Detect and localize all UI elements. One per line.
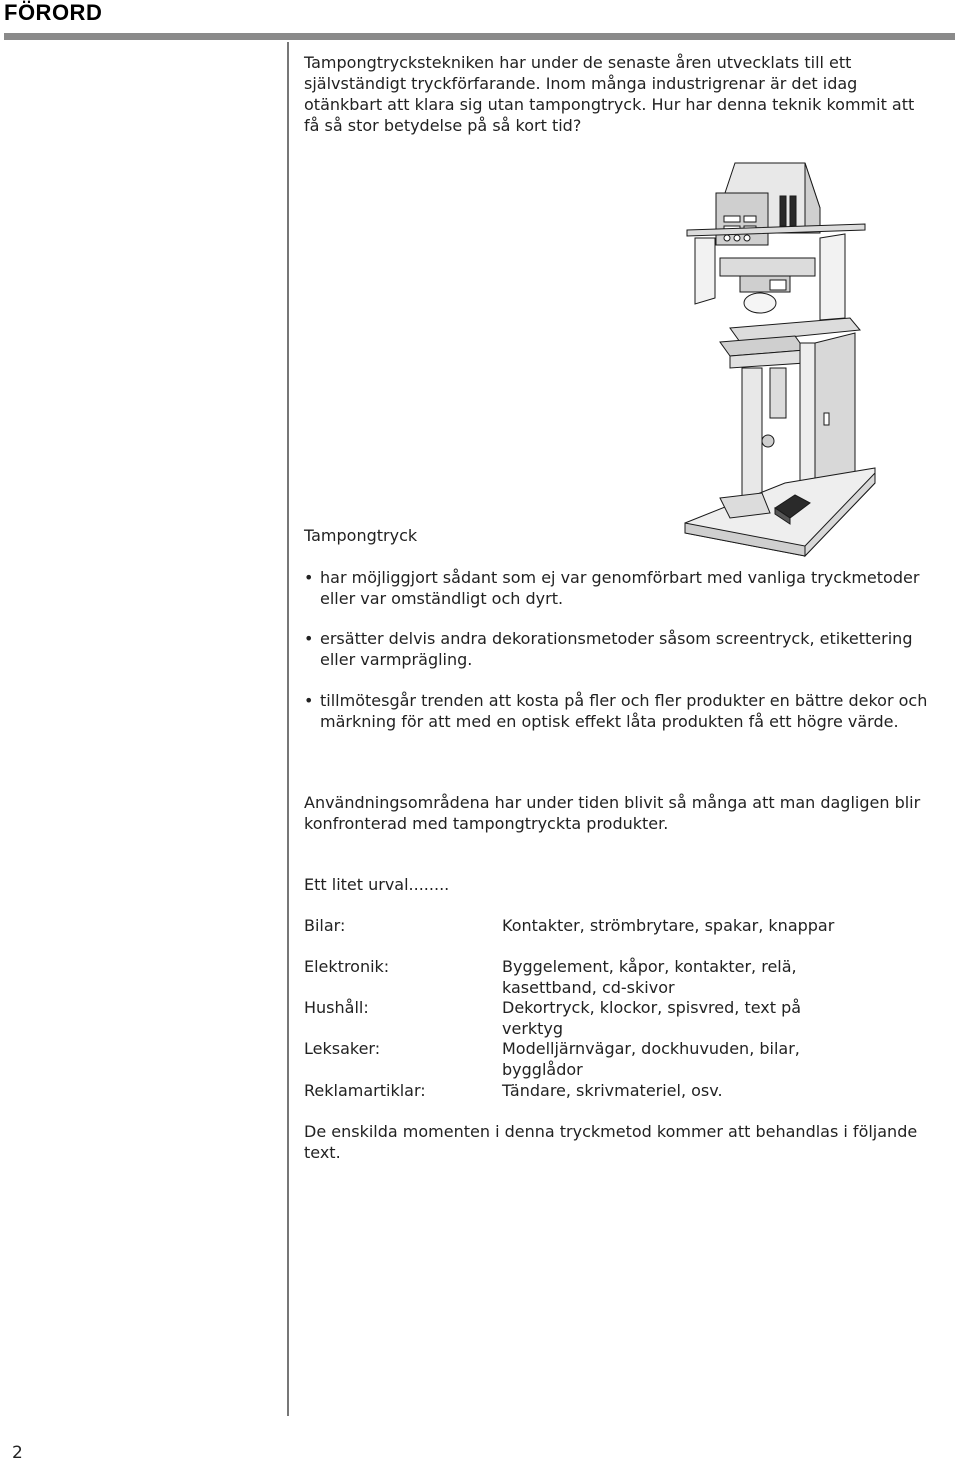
tampongtryck-heading: Tampongtryck bbox=[304, 526, 418, 545]
bullet-text: har möjliggjort sådant som ej var genomförbart med vanliga tryckmetoder eller var omständligt och dyrt. bbox=[320, 568, 920, 608]
intro-paragraph: Tampongtryckstekniken har under de senaste åren utvecklats till ett självständigt tryckförfarande. Inom många industrigrenar är det idag otänkbart att klara sig utan tampongtryck. Hur har denna teknik kommit att få så stor betydelse på så kort tid? bbox=[304, 53, 915, 135]
example-value: Modelljärnvägar, dockhuvuden, bilar, bygglådor bbox=[502, 1039, 800, 1079]
header-rule bbox=[4, 33, 955, 40]
bullet-text: tillmötesgår trenden att kosta på fler och fler produkter en bättre dekor och märkning för att med en optisk effekt låta produkten få ett högre värde. bbox=[320, 691, 928, 731]
example-value: Kontakter, strömbrytare, spakar, knappar bbox=[502, 916, 835, 935]
example-value: Byggelement, kåpor, kontakter, relä, kasettband, cd-skivor bbox=[502, 957, 797, 997]
bullet-icon: • bbox=[304, 629, 314, 648]
bullet-icon: • bbox=[304, 691, 314, 710]
example-label: Hushåll: bbox=[304, 998, 369, 1017]
example-label: Elektronik: bbox=[304, 957, 390, 976]
example-value: Tändare, skrivmateriel, osv. bbox=[502, 1081, 723, 1100]
usage-paragraph: Användningsområdena har under tiden blivit så många att man dagligen blir konfronterad med tampongtryckta produkter. bbox=[304, 793, 921, 833]
example-label: Leksaker: bbox=[304, 1039, 381, 1058]
selection-heading: Ett litet urval........ bbox=[304, 875, 450, 894]
bullet-text: ersätter delvis andra dekorationsmetoder såsom screentryck, etikettering eller varmprägling. bbox=[320, 629, 913, 669]
example-label: Bilar: bbox=[304, 916, 346, 935]
closing-paragraph: De enskilda momenten i denna tryckmetod kommer att behandlas i följande text. bbox=[304, 1122, 918, 1162]
page-title: FÖRORD bbox=[4, 0, 103, 25]
pad-printing-machine-icon bbox=[680, 158, 880, 558]
example-value: Dekortryck, klockor, spisvred, text på verktyg bbox=[502, 998, 802, 1038]
bullet-icon: • bbox=[304, 568, 314, 587]
page-number: 2 bbox=[12, 1443, 23, 1463]
margin-rule bbox=[287, 42, 289, 1416]
example-label: Reklamartiklar: bbox=[304, 1081, 426, 1100]
